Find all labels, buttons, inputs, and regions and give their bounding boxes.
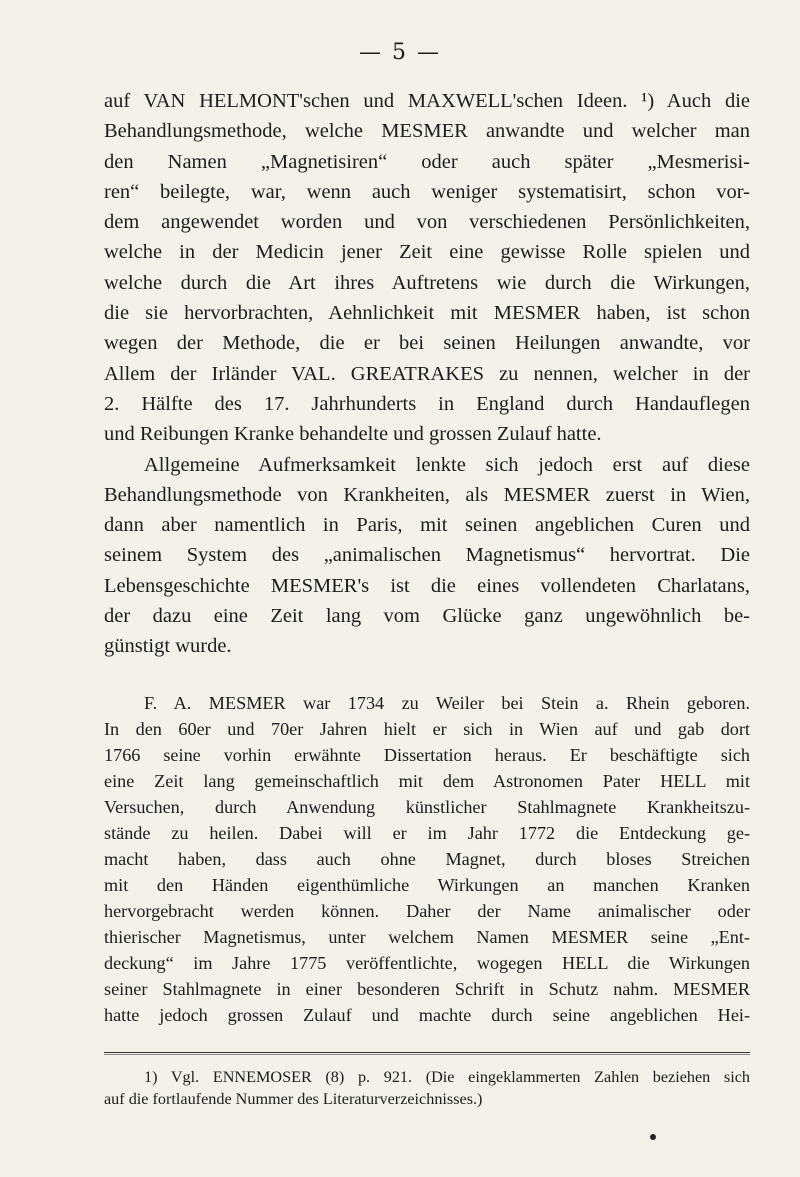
text-line: eine Zeit lang gemeinschaftlich mit dem Astronomen Pater HELL mit bbox=[104, 771, 750, 791]
main-text bbox=[104, 86, 750, 662]
text-line: dem angewendet worden und von verschiedenen Persönlichkeiten, bbox=[104, 211, 750, 234]
text-line: Allgemeine Aufmerksamkeit lenkte sich jedoch erst auf diese bbox=[144, 453, 750, 476]
text-line: Versuchen, durch Anwendung künstlicher Stahlmagnete Krankheitszu- bbox=[104, 797, 750, 817]
text-line: seiner Stahlmagnete in einer besonderen Schrift in Schutz nahm. MESMER bbox=[104, 979, 750, 999]
text-line: thierischer Magnetismus, unter welchem Namen MESMER seine „Ent- bbox=[104, 927, 750, 947]
text-line: Behandlungsmethode von Krankheiten, als MESMER zuerst in Wien, bbox=[104, 483, 750, 506]
page-number: — 5 — bbox=[359, 40, 441, 65]
text-line: F. A. MESMER war 1734 zu Weiler bei Stein a. Rhein geboren. bbox=[144, 693, 750, 713]
text-line: 1766 seine vorhin erwähnte Dissertation heraus. Er beschäftigte sich bbox=[104, 745, 750, 765]
text-line: hatte jedoch grossen Zulauf und machte durch seine angeblichen Hei- bbox=[104, 1005, 750, 1025]
text-line: seinem System des „animalischen Magnetismus“ hervortrat. Die bbox=[104, 544, 750, 567]
text-line: welche in der Medicin jener Zeit eine gewisse Rolle spielen und bbox=[104, 241, 750, 264]
text-line: mit den Händen eigenthümliche Wirkungen an manchen Kranken bbox=[104, 875, 750, 895]
footnote bbox=[104, 1066, 750, 1110]
text-line: 2. Hälfte des 17. Jahrhunderts in England durch Handauflegen bbox=[104, 392, 750, 415]
footnote-line: 1) Vgl. ENNEMOSER (8) p. 921. (Die eingeklammerten Zahlen beziehen sich bbox=[144, 1068, 750, 1086]
text-line: ren“ beilegte, war, wenn auch weniger systematisirt, schon vor- bbox=[104, 180, 750, 203]
text-line: dann aber namentlich in Paris, mit seinen angeblichen Curen und bbox=[104, 514, 750, 537]
text-line: den Namen „Magnetisiren“ oder auch später „Mesmerisi- bbox=[104, 150, 750, 173]
text-line: der dazu eine Zeit lang vom Glücke ganz ungewöhnlich be- bbox=[104, 605, 750, 628]
text-line: auf VAN HELMONT'schen und MAXWELL'schen Ideen. ¹) Auch die bbox=[104, 90, 750, 112]
text-line: die sie hervorbrachten, Aehnlichkeit mit MESMER haben, ist schon bbox=[104, 302, 750, 325]
text-line: Allem der Irländer VAL. GREATRAKES zu nennen, welcher in der bbox=[104, 362, 750, 385]
text-line: günstigt wurde. bbox=[104, 635, 232, 658]
text-line: und Reibungen Kranke behandelte und grossen Zulauf hatte. bbox=[104, 423, 602, 446]
footnote-divider bbox=[104, 1052, 750, 1055]
text-line: In den 60er und 70er Jahren hielt er sich in Wien auf und gab dort bbox=[104, 719, 750, 739]
ink-dot bbox=[650, 1134, 656, 1140]
text-line: Lebensgeschichte MESMER's ist die eines vollendeten Charlatans, bbox=[104, 574, 750, 597]
text-line: stände zu heilen. Dabei will er im Jahr 1772 die Entdeckung ge- bbox=[104, 823, 750, 843]
text-line: wegen der Methode, die er bei seinen Heilungen anwandte, vor bbox=[104, 332, 750, 355]
footnote-line: auf die fortlaufende Nummer des Literaturverzeichnisses.) bbox=[104, 1090, 483, 1108]
text-line: welche durch die Art ihres Auftretens wie durch die Wirkungen, bbox=[104, 271, 750, 294]
text-line: hervorgebracht werden können. Daher der Name animalischer oder bbox=[104, 901, 750, 921]
text-line: Behandlungsmethode, welche MESMER anwandte und welcher man bbox=[104, 120, 750, 143]
small-print-paragraph bbox=[104, 690, 750, 1028]
text-line: deckung“ im Jahre 1775 veröffentlichte, wogegen HELL die Wirkungen bbox=[104, 953, 750, 973]
text-line: macht haben, dass auch ohne Magnet, durch bloses Streichen bbox=[104, 849, 750, 869]
